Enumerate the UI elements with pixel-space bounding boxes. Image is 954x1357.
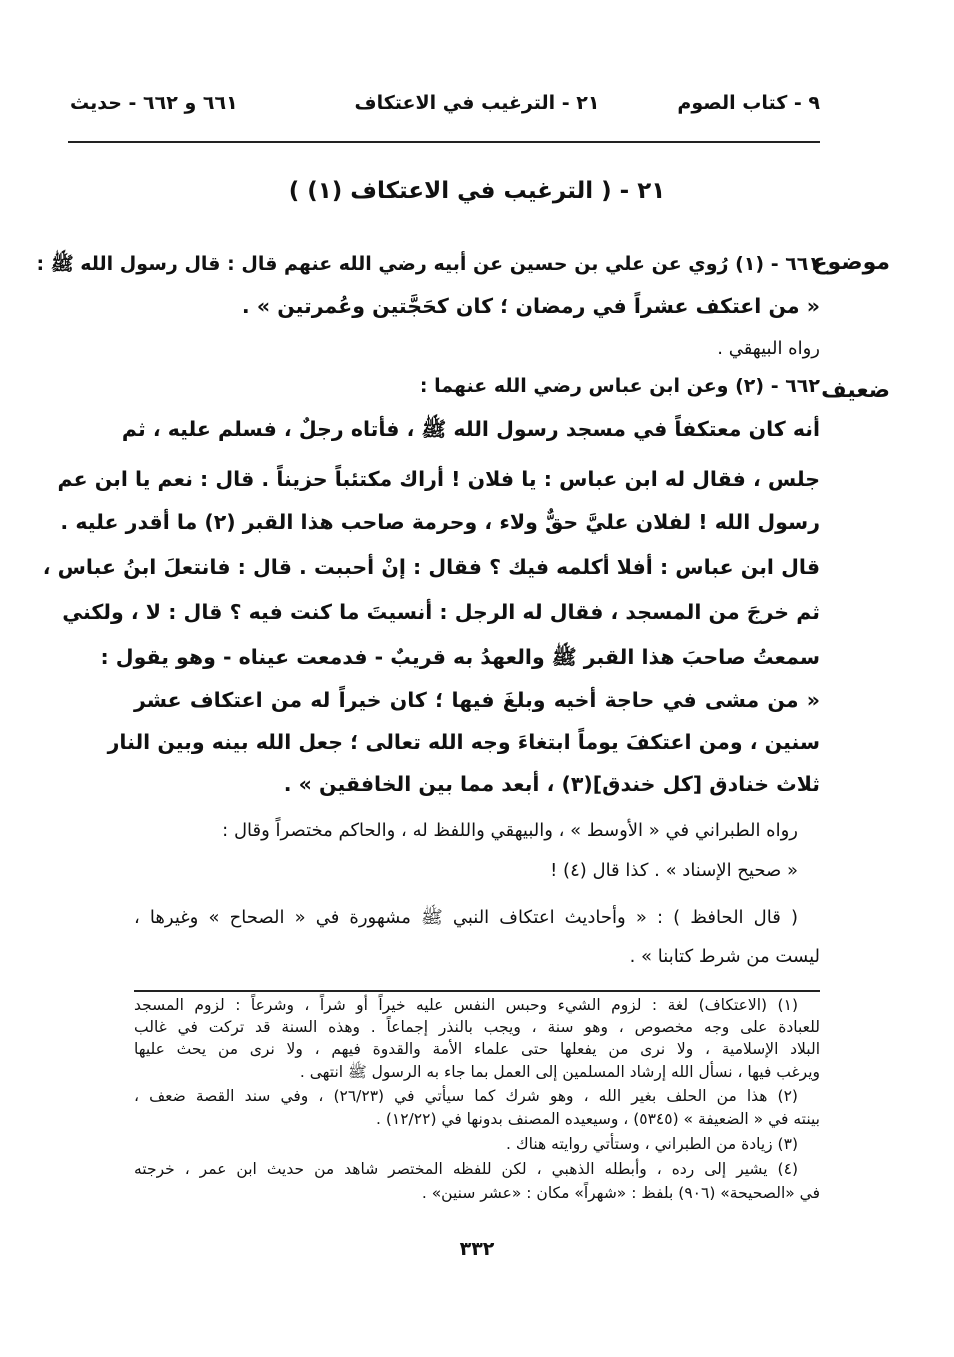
hadith-662-line: سمعتُ صاحبَ هذا القبر ﷺ والعهدُ به قريبٌ - فدمعت عيناه - وهو يقول :: [100, 645, 820, 669]
header-hadith-range: ٦٦١ و ٦٦٢ - حديث: [70, 92, 238, 114]
hadith-661-line: « من اعتكف عشراً في رمضان ؛ كان كحَجَّتين وعُمرتين » .: [241, 294, 820, 318]
chapter-title: ٢١ - ( الترغيب في الاعتكاف (١) ): [288, 178, 666, 204]
hadith-662-line: « من مشى في حاجة أخيه وبلغَ فيها ؛ كان خيراً له من اعتكاف عشر: [134, 688, 820, 712]
hadith-662-source: « صحيح الإسناد » . كذا قال (٤) !: [550, 860, 798, 881]
hadith-662-source: رواه الطبراني في « الأوسط » ، والبيهقي واللفظ له ، والحاكم مختصراً وقال :: [222, 820, 798, 841]
grade-label-661: موضوع: [812, 250, 890, 275]
footnote-line: ويرغب فيها ، نسأل الله إرشاد المسلمين إلى العمل بما جاء به الرسول ﷺ انتهى .: [299, 1063, 820, 1081]
footnote-line: (١) (الاعتكاف) لغة : لزوم الشيء وحبس النفس عليه خيراً أو شراً ، وشرعاً : لزوم المسجد: [134, 996, 798, 1014]
header-divider: [68, 141, 820, 143]
footnote-line: البلاد الإسلامية ، ولا نرى من يفعلها حتى علماء الأمة والقدوة فيهم ، ولا نرى من يحث عليها: [134, 1040, 820, 1058]
hadith-662-line: ثلاث خنادق [كل خندق](٣) ، أبعد مما بين الخافقين » .: [283, 772, 820, 796]
hadith-661-line: ٦٦١ - (١) رُوي عن علي بن حسين عن أبيه رضي الله عنهم قال : قال رسول الله ﷺ :: [36, 253, 820, 275]
footnote-line: (٤) يشير إلى رده ، وأبطله الذهبي ، لكن للفظه المختصر شاهد من حديث ابن عمر ، خرجته: [134, 1160, 798, 1178]
hadith-662-line: سنين ، ومن اعتكفَ يوماً ابتغاءَ وجه الله تعالى ؛ جعل الله بينه وبين النار: [107, 730, 820, 754]
hadith-662-line: ثم خرجَ من المسجد ، فقال له الرجل : أنسيتَ ما كنت فيه ؟ قال : لا ، ولكني: [62, 600, 820, 624]
hafiz-note-line: ( قال الحافظ ) : « وأحاديث اعتكاف النبي ﷺ مشهورة في « الصحاح » وغيرها ،: [134, 907, 798, 928]
header-book-section: ٩ - كتاب الصوم: [677, 92, 820, 114]
hadith-662-line: رسول الله ! لفلان عليَّ حقٌّ ولاء ، وحرمة صاحب هذا القبر (٢) ما أقدر عليه .: [60, 510, 820, 534]
hadith-662-line: قال ابن عباس : أفلا أكلمه فيك ؟ فقال : إنْ أحببت . قال : فانتعلَ ابنُ عباس ،: [42, 555, 820, 579]
page-number: ٣٣٢: [459, 1238, 495, 1260]
hafiz-note-line: ليست من شرط كتابنا » .: [629, 946, 820, 967]
header-chapter: ٢١ - الترغيب في الاعتكاف: [354, 92, 600, 114]
footnote-divider: [134, 990, 820, 992]
footnote-line: في «الصحيحة» (٩٠٦) بلفظ : «شهراً» مكان : «عشر سنين» .: [421, 1184, 820, 1202]
footnote-line: للعبادة على وجه مخصوص ، وهو سنة ، ويجب بالنذر إجماعاً . وهذه السنة قد تركت في غالب: [134, 1018, 820, 1036]
hadith-662-line: جلس ، فقال له ابن عباس : يا فلان ! أراك مكتئباً حزيناً . قال : نعم يا ابن عم: [57, 467, 820, 491]
footnote-line: (٢) هذا من الحلف بغير الله ، وهو شرك كما سيأتي في (٢٦/٢٣) ، وفي سند القصة ضعف ،: [134, 1087, 798, 1105]
grade-label-662: ضعيف: [821, 378, 890, 403]
hadith-662-line: أنه كان معتكفاً في مسجد رسول الله ﷺ ، فأتاه رجلٌ ، فسلم عليه ، ثم: [121, 417, 820, 441]
footnote-line: (٣) زيادة من الطبراني ، وستأتي روايته هناك .: [506, 1135, 798, 1153]
footnote-line: بينته في « الضعيفة » (٥٣٤٥) ، وسيعيده المصنف بدونها في (١٢/٢٢) .: [376, 1110, 820, 1128]
hadith-661-source: رواه البيهقي .: [717, 338, 820, 359]
hadith-662-intro: ٦٦٢ - (٢) وعن ابن عباس رضي الله عنهما :: [419, 375, 820, 397]
